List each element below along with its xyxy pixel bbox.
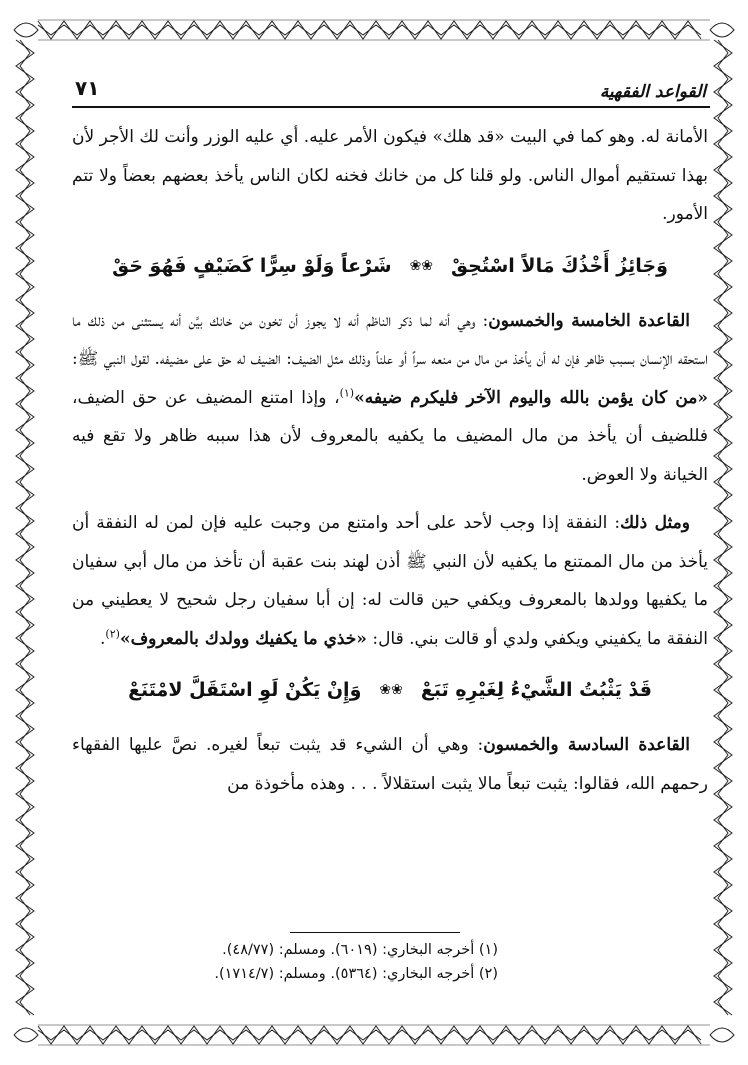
header-rule bbox=[72, 106, 710, 108]
footnote-ref-1: (١) bbox=[339, 385, 355, 399]
verse-separator-ornament: ❀❀ bbox=[409, 257, 434, 274]
paragraph-2-text: : وهي أنه لما ذكر الناظم أنه لا يجوز أن تخون من خانك بيَّن أنه يستثنى من ذلك ما استحقه الإنسان بسبب ظاهر فإن له أن يأخذ من مال من منعه سراً أو علناً وذلك مثل الضيف: الضيف له حق على مضيفه. لقول النبي ﷺ: bbox=[72, 310, 708, 369]
verse-1-second-hemistich: شَرْعاً وَلَوْ سِرًّا كَضَيْفٍ فَهُوَ حَقْ bbox=[112, 254, 392, 277]
verse-1 bbox=[72, 244, 708, 288]
verse-2-first-hemistich: قَدْ يَثْبُتُ الشَّيْءُ لِغَيْرِهِ تَبَعْ bbox=[420, 679, 652, 701]
verse-1-first-hemistich: وَجَائِزُ أَخْذُكَ مَالاً اسْتُحِقْ bbox=[451, 254, 668, 277]
rule-56-heading: القاعدة السادسة والخمسون bbox=[483, 735, 691, 755]
running-title: القواعد الفقهية bbox=[599, 82, 706, 102]
footnote-separator bbox=[290, 932, 460, 933]
rule-55-heading: القاعدة الخامسة والخمسون bbox=[488, 310, 691, 331]
hadith-quote-1: «من كان يؤمن بالله واليوم الآخر فليكرم ضيفه» bbox=[354, 387, 708, 408]
paragraph-3 bbox=[72, 504, 708, 658]
hadith-quote-2: «خذي ما يكفيك وولدك بالمعروف» bbox=[119, 628, 367, 649]
paragraph-2 bbox=[72, 302, 708, 495]
footnote-1: (١) أخرجه البخاري: (٦٠١٩). ومسلم: (٤٨/٧٧). bbox=[222, 942, 498, 958]
verse-2 bbox=[72, 668, 708, 712]
footnotes bbox=[214, 938, 498, 986]
verse-2-second-hemistich: وَإِنْ يَكُنْ لَوِ اسْتَقَلَّ لامْتَنَعْ bbox=[128, 679, 362, 701]
page-number: ٧١ bbox=[75, 76, 100, 100]
paragraph-4-text: : وهي أن الشيء قد يثبت تبعاً لغيره. نصَّ عليها الفقهاء رحمهم الله، فقالوا: يثبت تبعاً مالا يثبت استقلالاً . . . وهذه مأخوذة من bbox=[72, 735, 708, 794]
paragraph-3-tail: . bbox=[100, 628, 106, 649]
paragraph-3-text: : النفقة إذا وجب لأحد على أحد وامتنع من وجبت عليه فإن لمن له النفقة أن يأخذ من مال الممتنع ما يكفيه لأن النبي ﷺ أذن لهند بنت عقبة أن تأخذ من مال أبي سفيان ما يكفيها وولدها بالمعروف ويكفي حين قالت له: إن أبا سفيان رجل شحيح لا يعطيني من النفقة ما يكفيني ويكفي ولدي أو قالت بني. قال: bbox=[72, 513, 708, 649]
page-body bbox=[72, 118, 708, 813]
verse-separator-ornament: ❀❀ bbox=[379, 682, 403, 698]
footnote-ref-2: (٢) bbox=[105, 626, 120, 640]
paragraph-2-tail: ، وإذا امتنع المضيف عن حق الضيف، فللضيف أن يأخذ من مال المضيف ما يكفيه بالمعروف لأن هذا سببه ظاهر ولا تقع فيه الخيانة ولا العوض. bbox=[72, 387, 708, 485]
paragraph-3-lead: ومثل ذلك bbox=[620, 513, 690, 533]
footnote-2: (٢) أخرجه البخاري: (٥٣٦٤). ومسلم: (١٧١٤/٧). bbox=[214, 966, 498, 982]
paragraph-1: الأمانة له. وهو كما في البيت «قد هلك» فيكون الأمر عليه. أي عليه الوزر وأنت لك الأجر لأن بهذا تستقيم أموال الناس. ولو قلنا كل من خانك فخنه لكان الناس يأخذ بعضهم بعضاً ولا تتم الأمور. bbox=[72, 127, 708, 224]
paragraph-4 bbox=[72, 726, 708, 803]
